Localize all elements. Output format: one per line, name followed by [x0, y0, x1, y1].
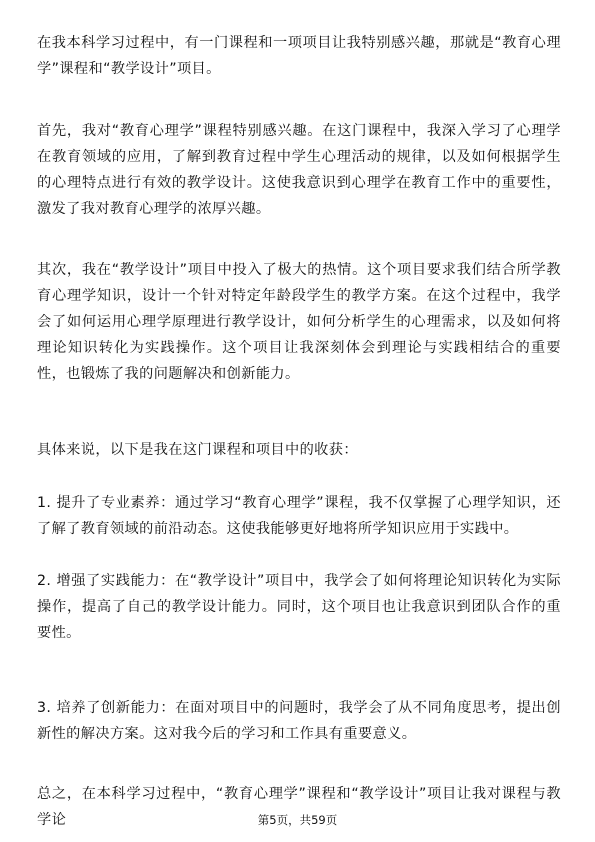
paragraph-second: 其次，我在“教学设计”项目中投入了极大的热情。这个项目要求我们结合所学教育心理学知识，设计一个针对特定年龄段学生的教学方案。在这个过程中，我学会了如何运用心理学原理进行教学设计，如何分析学生的心理需求，以及如何将理论知识转化为实践操作。这个项目让我深刻体会到理论与实践相结合的重要性，也锻炼了我的问题解决和创新能力。: [37, 262, 561, 382]
paragraph-intro: 在我本科学习过程中，有一门课程和一项项目让我特别感兴趣，那就是“教育心理学”课程和“教学设计”项目。: [37, 35, 561, 77]
list-item-innovation: 3. 培养了创新能力：在面对项目中的问题时，我学会了从不同角度思考，提出创新性的解决方案。这对我今后的学习和工作具有重要意义。: [37, 700, 561, 742]
paragraph-first: 首先，我对“教育心理学”课程特别感兴趣。在这门课程中，我深入学习了心理学在教育领域的应用，了解到教育过程中学生心理活动的规律，以及如何根据学生的心理特点进行有效的教学设计。这使我意识到心理学在教育工作中的重要性，激发了我对教育心理学的浓厚兴趣。: [37, 123, 561, 217]
paragraph-conclusion: 总之，在本科学习过程中，“教育心理学”课程和“教学设计”项目让我对课程与教学论: [37, 786, 561, 828]
paragraph-details-lead: 具体来说，以下是我在这门课程和项目中的收获：: [37, 442, 358, 458]
list-item-professional: 1. 提升了专业素养：通过学习“教育心理学”课程，我不仅掌握了心理学知识，还了解了教育领域的前沿动态。这使我能够更好地将所学知识应用于实践中。: [37, 495, 561, 537]
page-number: 第5页，共59页: [257, 813, 338, 827]
list-item-practice: 2. 增强了实践能力：在“教学设计”项目中，我学会了如何将理论知识转化为实际操作，提高了自己的教学设计能力。同时，这个项目也让我意识到团队合作的重要性。: [37, 573, 561, 641]
